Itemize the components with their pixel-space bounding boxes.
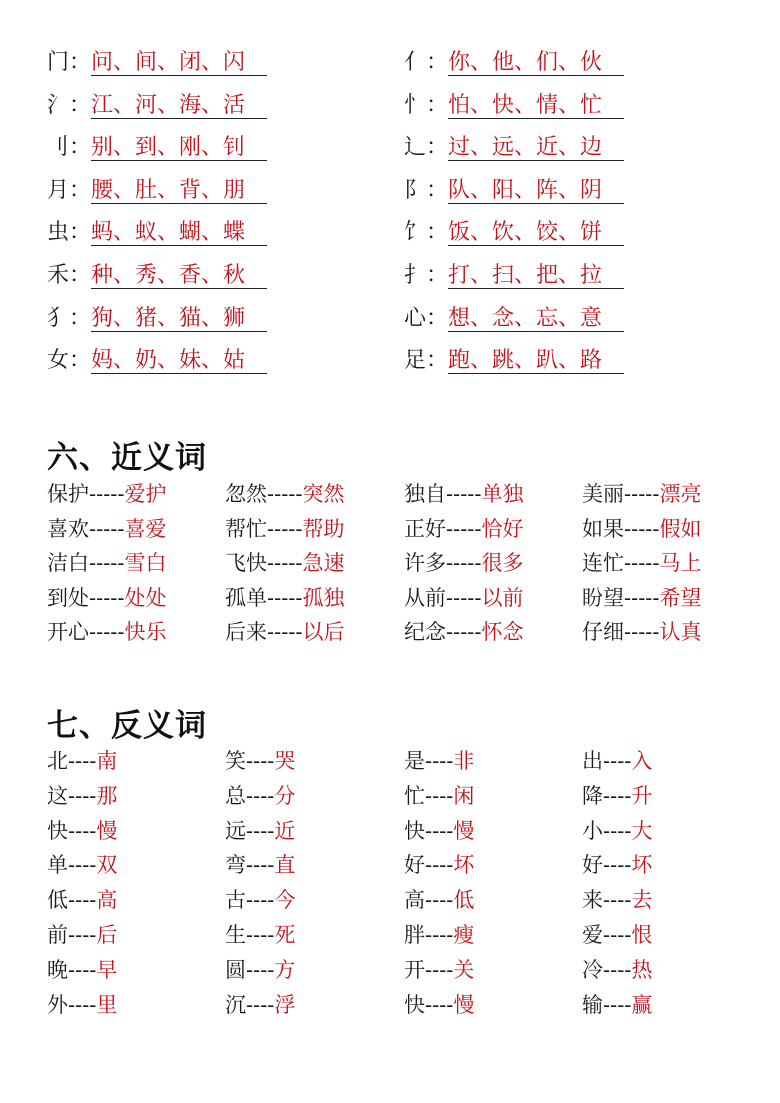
antonym-pair <box>47 817 117 845</box>
pair-answer: 漂亮 <box>659 482 702 506</box>
antonym-pair <box>225 991 295 1019</box>
pair-dash: ----- <box>89 585 125 610</box>
pair-answer: 热 <box>631 957 653 982</box>
antonym-pair <box>225 817 295 845</box>
pair-answer: 那 <box>96 783 118 808</box>
pair-dash: ----- <box>267 620 303 644</box>
pair-answer: 早 <box>96 957 118 982</box>
radical-row <box>404 261 624 291</box>
pair-answer: 升 <box>631 783 653 808</box>
antonym-pair <box>225 886 295 914</box>
radical-row <box>404 176 624 206</box>
pair-word: 降 <box>582 783 603 808</box>
radical-label: 亻： <box>404 50 449 75</box>
pair-word: 总 <box>225 783 246 808</box>
pair-word: 保护 <box>47 482 89 506</box>
synonym-pair <box>582 584 701 612</box>
pair-word: 冷 <box>582 957 603 982</box>
pair-word: 圆 <box>225 957 246 982</box>
pair-answer: 快乐 <box>124 620 167 644</box>
pair-word: 盼望 <box>582 585 624 610</box>
pair-answer: 瘦 <box>453 923 475 947</box>
antonym-pair <box>47 921 117 949</box>
pair-dash: ---- <box>603 957 632 982</box>
synonym-pair <box>225 584 344 612</box>
pair-dash: ----- <box>446 482 482 506</box>
radical-words: 江、河、海、活 <box>91 94 267 119</box>
radical-row <box>47 91 267 121</box>
pair-answer: 去 <box>631 888 653 913</box>
antonym-pair <box>225 851 295 879</box>
pair-answer: 喜爱 <box>124 516 167 541</box>
radical-words: 饭、饮、饺、饼 <box>448 221 624 246</box>
synonym-pair <box>404 480 523 508</box>
pair-dash: ----- <box>267 482 303 506</box>
pair-word: 仔细 <box>582 620 624 644</box>
radical-row <box>404 133 624 163</box>
radical-label: 足： <box>404 348 449 374</box>
synonym-pair <box>47 549 166 577</box>
pair-answer: 以前 <box>481 585 524 610</box>
radical-words: 你、他、们、伙 <box>448 51 624 76</box>
pair-word: 独自 <box>404 482 446 506</box>
pair-answer: 恰好 <box>481 516 524 541</box>
pair-word: 洁白 <box>47 551 89 575</box>
antonym-pair <box>404 956 474 984</box>
pair-answer: 慢 <box>96 818 118 843</box>
radical-label: 月： <box>47 177 92 203</box>
antonyms-title: 七、反义词 <box>47 708 207 744</box>
pair-word: 许多 <box>404 551 446 575</box>
radical-row <box>47 346 267 376</box>
antonym-pair <box>582 921 652 949</box>
pair-answer: 大 <box>631 818 653 843</box>
synonym-pair <box>47 618 166 646</box>
pair-word: 高 <box>404 888 425 913</box>
pair-word: 到处 <box>47 585 89 610</box>
pair-dash: ----- <box>624 620 660 644</box>
pair-answer: 坏 <box>631 853 653 878</box>
pair-answer: 恨 <box>631 923 653 947</box>
pair-answer: 非 <box>453 749 475 773</box>
pair-word: 开心 <box>47 620 89 644</box>
pair-word: 远 <box>225 818 246 843</box>
radical-row <box>47 48 267 78</box>
pair-answer: 双 <box>96 853 118 878</box>
pair-dash: ---- <box>603 923 632 947</box>
pair-word: 古 <box>225 888 246 913</box>
synonym-pair <box>582 618 701 646</box>
pair-word: 这 <box>47 783 68 808</box>
pair-word: 正好 <box>404 516 446 541</box>
pair-word: 是 <box>404 749 425 773</box>
pair-word: 来 <box>582 888 603 913</box>
pair-dash: ----- <box>89 516 125 541</box>
synonyms-title: 六、近义词 <box>47 440 207 476</box>
antonym-pair <box>225 782 295 810</box>
pair-answer: 今 <box>274 888 296 913</box>
pair-dash: ----- <box>89 551 125 575</box>
pair-answer: 高 <box>96 888 118 913</box>
antonym-pair <box>404 851 474 879</box>
antonym-pair <box>47 956 117 984</box>
antonym-pair <box>404 921 474 949</box>
pair-dash: ----- <box>267 585 303 610</box>
pair-word: 胖 <box>404 923 425 947</box>
radical-words: 种、秀、香、秋 <box>91 264 267 289</box>
antonym-pair <box>404 817 474 845</box>
antonym-pair <box>404 991 474 1019</box>
synonym-pair <box>225 515 344 543</box>
pair-answer: 里 <box>96 992 118 1017</box>
pair-answer: 哭 <box>274 749 296 773</box>
pair-word: 孤单 <box>225 585 267 610</box>
radical-words: 腰、肚、背、朋 <box>91 179 267 204</box>
radical-label: 禾： <box>47 263 92 288</box>
pair-answer: 雪白 <box>124 551 167 575</box>
pair-answer: 马上 <box>659 551 702 575</box>
pair-word: 帮忙 <box>225 516 267 541</box>
synonym-pair <box>47 515 166 543</box>
pair-answer: 入 <box>631 749 653 773</box>
synonym-pair <box>404 515 523 543</box>
antonym-pair <box>47 886 117 914</box>
pair-dash: ----- <box>446 516 482 541</box>
pair-answer: 处处 <box>124 585 167 610</box>
pair-answer: 爱护 <box>124 482 167 506</box>
synonym-pair <box>47 480 166 508</box>
pair-dash: ---- <box>68 888 97 913</box>
radical-label: 刂： <box>47 135 92 161</box>
radical-label: 忄： <box>404 92 449 118</box>
synonym-pair <box>404 584 523 612</box>
pair-answer: 希望 <box>659 585 702 610</box>
pair-word: 笑 <box>225 749 246 773</box>
pair-dash: ---- <box>425 749 454 773</box>
pair-dash: ---- <box>246 853 275 878</box>
pair-word: 如果 <box>582 516 624 541</box>
pair-answer: 很多 <box>481 551 524 575</box>
pair-answer: 认真 <box>659 620 702 644</box>
radical-label: 女： <box>47 348 92 374</box>
antonym-pair <box>582 956 652 984</box>
pair-word: 前 <box>47 923 68 947</box>
pair-dash: ---- <box>425 923 454 947</box>
antonym-pair <box>582 991 652 1019</box>
radical-row <box>404 304 624 334</box>
pair-word: 美丽 <box>582 482 624 506</box>
radical-row <box>404 346 624 376</box>
synonym-pair <box>404 549 523 577</box>
antonym-pair <box>582 782 652 810</box>
radical-words: 狗、猪、猫、狮 <box>91 307 267 332</box>
pair-dash: ---- <box>603 783 632 808</box>
pair-dash: ---- <box>246 749 275 773</box>
pair-answer: 急速 <box>302 551 345 575</box>
pair-dash: ----- <box>89 620 125 644</box>
pair-word: 北 <box>47 749 68 773</box>
pair-answer: 怀念 <box>481 620 524 644</box>
pair-answer: 关 <box>453 957 475 982</box>
radical-row <box>404 91 624 121</box>
radical-words: 怕、快、情、忙 <box>448 94 624 119</box>
antonym-pair <box>582 886 652 914</box>
radical-label: 扌： <box>404 263 449 288</box>
pair-word: 单 <box>47 853 68 878</box>
radical-row <box>47 261 267 291</box>
pair-word: 快 <box>404 818 425 843</box>
pair-dash: ---- <box>246 888 275 913</box>
radical-row <box>47 176 267 206</box>
pair-answer: 慢 <box>453 992 475 1017</box>
pair-dash: ---- <box>68 749 97 773</box>
radical-words: 问、间、闭、闪 <box>91 51 267 76</box>
pair-answer: 孤独 <box>302 585 345 610</box>
pair-word: 晚 <box>47 957 68 982</box>
pair-answer: 单独 <box>481 482 524 506</box>
pair-answer: 低 <box>453 888 475 913</box>
pair-dash: ---- <box>246 783 275 808</box>
pair-word: 沉 <box>225 992 246 1017</box>
antonym-pair <box>47 851 117 879</box>
pair-dash: ---- <box>425 853 454 878</box>
pair-word: 忽然 <box>225 482 267 506</box>
pair-dash: ----- <box>624 585 660 610</box>
radical-label: 心： <box>404 305 449 331</box>
synonym-pair <box>225 480 344 508</box>
pair-answer: 死 <box>274 923 296 947</box>
pair-word: 好 <box>404 853 425 878</box>
pair-word: 开 <box>404 957 425 982</box>
radical-label: 门： <box>47 50 92 75</box>
pair-dash: ---- <box>603 749 632 773</box>
radical-label: 氵： <box>47 92 92 118</box>
pair-dash: ----- <box>624 551 660 575</box>
pair-word: 爱 <box>582 923 603 947</box>
pair-dash: ---- <box>246 818 275 843</box>
pair-answer: 南 <box>96 749 118 773</box>
pair-answer: 分 <box>274 783 296 808</box>
radical-row <box>47 133 267 163</box>
pair-dash: ---- <box>246 992 275 1017</box>
antonym-pair <box>404 782 474 810</box>
pair-dash: ----- <box>446 620 482 644</box>
radical-words: 过、远、近、边 <box>448 136 624 161</box>
pair-dash: ---- <box>246 923 275 947</box>
radical-words: 妈、奶、妹、姑 <box>91 349 267 374</box>
antonym-pair <box>225 921 295 949</box>
pair-answer: 闲 <box>453 783 475 808</box>
antonym-pair <box>47 747 117 775</box>
pair-dash: ---- <box>425 888 454 913</box>
synonym-pair <box>582 549 701 577</box>
pair-word: 纪念 <box>404 620 446 644</box>
antonym-pair <box>47 782 117 810</box>
pair-word: 飞快 <box>225 551 267 575</box>
pair-word: 喜欢 <box>47 516 89 541</box>
pair-word: 低 <box>47 888 68 913</box>
pair-dash: ---- <box>425 957 454 982</box>
antonym-pair <box>582 747 652 775</box>
radical-groups <box>47 48 687 388</box>
radical-words: 想、念、忘、意 <box>448 307 624 332</box>
antonym-pair <box>582 817 652 845</box>
radical-words: 跑、跳、趴、路 <box>448 349 624 374</box>
pair-dash: ----- <box>446 551 482 575</box>
radical-label: 饣： <box>404 220 449 246</box>
pair-dash: ----- <box>89 482 125 506</box>
pair-answer: 浮 <box>274 992 296 1017</box>
pair-word: 快 <box>404 992 425 1017</box>
antonym-pair <box>225 956 295 984</box>
pair-dash: ---- <box>603 853 632 878</box>
pair-word: 弯 <box>225 853 246 878</box>
pair-word: 后来 <box>225 620 267 644</box>
pair-dash: ---- <box>68 957 97 982</box>
synonym-pair <box>582 480 701 508</box>
pair-word: 快 <box>47 818 68 843</box>
radical-label: 阝： <box>404 177 449 203</box>
pair-dash: ----- <box>624 482 660 506</box>
pair-dash: ---- <box>603 888 632 913</box>
pair-dash: ---- <box>68 992 97 1017</box>
radical-words: 别、到、刚、钊 <box>91 136 267 161</box>
antonym-pair <box>404 886 474 914</box>
antonym-pair <box>582 851 652 879</box>
pair-answer: 突然 <box>302 482 345 506</box>
radical-label: 虫： <box>47 220 92 246</box>
synonym-pair <box>225 549 344 577</box>
radical-row <box>47 304 267 334</box>
synonym-pair <box>404 618 523 646</box>
pair-answer: 方 <box>274 957 296 982</box>
radical-label: 犭： <box>47 305 92 331</box>
pair-dash: ----- <box>446 585 482 610</box>
pair-word: 外 <box>47 992 68 1017</box>
pair-dash: ---- <box>68 818 97 843</box>
pair-answer: 帮助 <box>302 516 345 541</box>
pair-dash: ---- <box>68 853 97 878</box>
pair-word: 从前 <box>404 585 446 610</box>
synonym-pair <box>47 584 166 612</box>
pair-answer: 近 <box>274 818 296 843</box>
radical-row <box>404 48 624 78</box>
pair-dash: ---- <box>425 992 454 1017</box>
pair-word: 连忙 <box>582 551 624 575</box>
synonym-pair <box>225 618 344 646</box>
pair-dash: ---- <box>68 783 97 808</box>
pair-dash: ---- <box>425 818 454 843</box>
pair-answer: 直 <box>274 853 296 878</box>
pair-word: 忙 <box>404 783 425 808</box>
pair-dash: ---- <box>246 957 275 982</box>
radical-row <box>404 218 624 248</box>
pair-answer: 假如 <box>659 516 702 541</box>
pair-dash: ---- <box>603 818 632 843</box>
pair-answer: 赢 <box>631 992 653 1017</box>
pair-word: 生 <box>225 923 246 947</box>
synonym-pair <box>582 515 701 543</box>
radical-label: 辶： <box>404 135 449 161</box>
pair-dash: ---- <box>603 992 632 1017</box>
pair-dash: ----- <box>267 551 303 575</box>
pair-answer: 后 <box>96 923 118 947</box>
pair-word: 出 <box>582 749 603 773</box>
pair-dash: ----- <box>624 516 660 541</box>
pair-answer: 坏 <box>453 853 475 878</box>
pair-dash: ---- <box>68 923 97 947</box>
radical-words: 打、扫、把、拉 <box>448 264 624 289</box>
pair-answer: 以后 <box>302 620 345 644</box>
radical-words: 队、阳、阵、阴 <box>448 179 624 204</box>
pair-answer: 慢 <box>453 818 475 843</box>
antonym-pair <box>47 991 117 1019</box>
antonym-pair <box>225 747 295 775</box>
pair-dash: ----- <box>267 516 303 541</box>
pair-word: 小 <box>582 818 603 843</box>
radical-words: 蚂、蚁、蝴、蝶 <box>91 221 267 246</box>
pair-word: 好 <box>582 853 603 878</box>
antonym-pair <box>404 747 474 775</box>
pair-word: 输 <box>582 992 603 1017</box>
radical-row <box>47 218 267 248</box>
pair-dash: ---- <box>425 783 454 808</box>
